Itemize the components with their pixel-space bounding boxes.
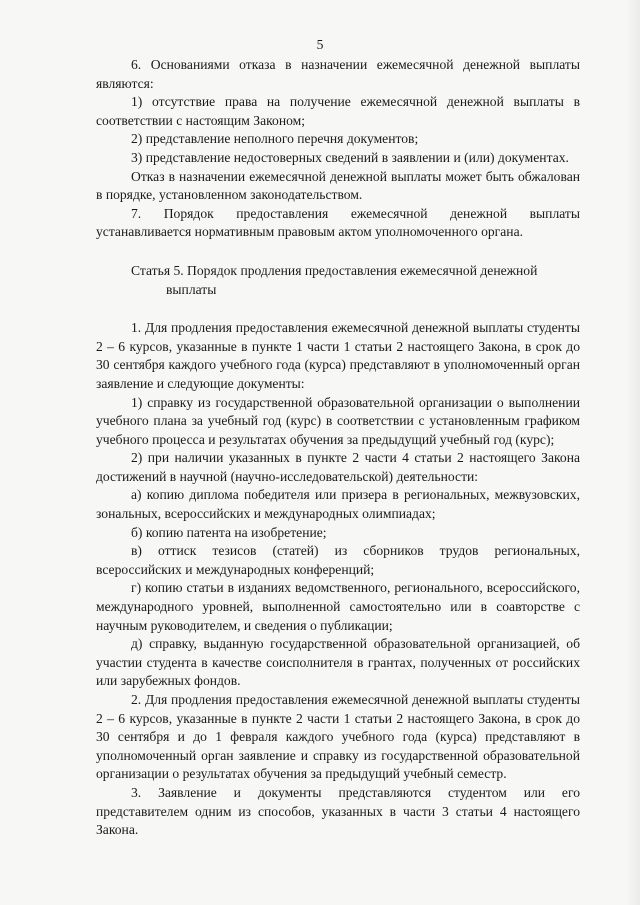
list-item: 2) при наличии указанных в пункте 2 части 4 статьи 2 настоящего Закона достижений в научной (научно-исследовательской) деятельности: xyxy=(96,450,580,484)
article-heading: Статья 5. Порядок продления предоставления ежемесячной денежной выплаты xyxy=(131,262,538,297)
list-item: в) оттиск тезисов (статей) из сборников трудов региональных, всероссийских и международных конференций; xyxy=(96,543,580,577)
paragraph: 2. Для продления предоставления ежемесячной денежной выплаты студенты 2 – 6 курсов, указанные в пункте 2 части 1 статьи 2 настоящего Закона, в срок до 30 сентября и до 1 февраля каждого учебного года (курса) представляют в уполномоченный орган заявление и справку из государственной образовательной организации о результатах обучения за предыдущий учебный семестр. xyxy=(96,692,580,782)
paragraph: 6. Основаниями отказа в назначении ежемесячной денежной выплаты являются: xyxy=(96,57,580,91)
scan-edge-shadow xyxy=(626,0,640,905)
paragraph: Отказ в назначении ежемесячной денежной выплаты может быть обжалован в порядке, установленном законодательством. xyxy=(96,168,580,203)
document-body xyxy=(96,56,580,840)
paragraph: 7. Порядок предоставления ежемесячной денежной выплаты устанавливается нормативным правовым актом уполномоченного органа. xyxy=(96,205,580,240)
list-item: 1) справку из государственной образовательной организации о выполнении учебного плана за учебный год (курс) в соответствии с установленным графиком учебного процесса и результатах обучения за предыдущий учебный год (курс); xyxy=(96,394,580,447)
paragraph: 3. Заявление и документы представляются студентом или его представителем одним из способов, указанных в части 3 статьи 4 настоящего Закона. xyxy=(96,784,580,838)
list-item: 3) представление недостоверных сведений в заявлении и (или) документах. xyxy=(131,149,569,165)
list-item: д) справку, выданную государственной образовательной организацией, об участии студента в качестве соисполнителя в грантах, полученных от российских или зарубежных фондов. xyxy=(96,636,580,689)
list-item: а) копию диплома победителя или призера в региональных, межвузовских, зональных, всероссийских и международных олимпиадах; xyxy=(96,487,580,522)
page-number: 5 xyxy=(316,37,324,52)
paragraph: 1. Для продления предоставления ежемесячной денежной выплаты студенты 2 – 6 курсов, указанные в пункте 1 части 1 статьи 2 настоящего Закона, в срок до 30 сентября каждого учебного года (курса) представляют в уполномоченный орган заявление и следующие документы: xyxy=(96,320,580,391)
spacer xyxy=(96,242,580,262)
spacer xyxy=(96,299,580,319)
list-item: г) копию статьи в изданиях ведомственного, регионального, всероссийского, международного уровней, выполненной самостоятельно или в соавторстве с научным руководителем, и сведения о публикации; xyxy=(96,580,580,633)
list-item: 1) отсутствие права на получение ежемесячной денежной выплаты в соответствии с настоящим Законом; xyxy=(96,94,580,128)
list-item: б) копию патента на изобретение; xyxy=(131,524,327,540)
list-item: 2) представление неполного перечня документов; xyxy=(131,131,419,147)
